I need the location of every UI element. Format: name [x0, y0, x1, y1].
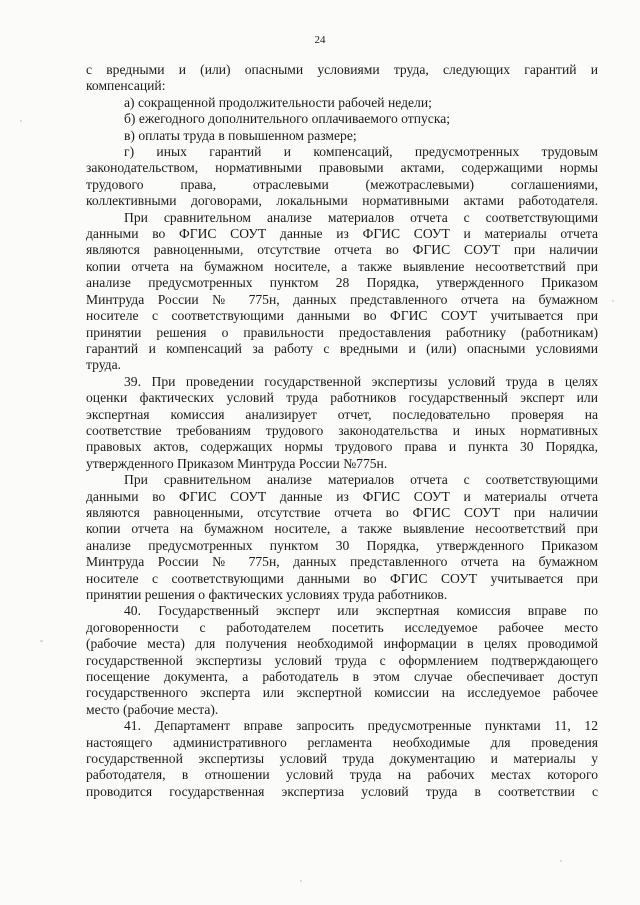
text-line: Минтруда России № 775н, данных представленного отчета на бумажном	[86, 554, 598, 570]
text-line: государственной экспертизы условий труда с оформлением подтверждающего	[86, 652, 598, 668]
text-line: гарантий и компенсаций за работу с вредными и (или) опасными условиями	[86, 340, 598, 356]
text-line: являются равноценными, отсутствие отчета во ФГИС СОУТ при наличии	[86, 504, 598, 520]
text-line: настоящего административного регламента необходимые для проведения	[86, 734, 598, 750]
text-line: государственного эксперта или экспертной комиссии на исследуемое рабочее	[86, 685, 598, 701]
scan-speck	[560, 860, 562, 862]
text-line: труда.	[86, 357, 122, 373]
text-line: принятии решения о фактических условиях труда работников.	[86, 587, 448, 602]
text-line: с вредными и (или) опасными условиями труда, следующих гарантий и	[86, 62, 598, 77]
paragraph-start: При сравнительном анализе материалов отчета с соответствующими	[124, 209, 598, 225]
text-line: трудового права, отраслевыми (межотраслевыми) соглашениями,	[86, 176, 598, 192]
page-number: 24	[314, 34, 326, 46]
text-line: экспертная комиссия анализирует отчет, последовательно проверяя на	[86, 406, 598, 422]
text-line: место (рабочие места).	[86, 701, 219, 717]
text-line: проводится государственная экспертиза условий труда в соответствии с	[86, 783, 598, 799]
text-line: данными во ФГИС СОУТ данные из ФГИС СОУТ и материалы отчета	[86, 488, 598, 504]
text-line: посещение документа, а работодатель в этом случае обеспечивает доступ	[86, 669, 598, 685]
text-line: коллективными договорами, локальными нормативными актами работодателя.	[86, 193, 598, 209]
list-item: а) сокращенной продолжительности рабочей недели;	[124, 94, 432, 110]
paragraph-start: При сравнительном анализе материалов отчета с соответствующими	[124, 472, 598, 488]
paragraph-start: 40. Государственный эксперт или экспертная комиссия вправе по	[124, 603, 598, 619]
document-body	[86, 62, 598, 800]
text-line: законодательством, нормативными правовыми актами, содержащими нормы	[86, 160, 598, 176]
text-line: государственной экспертизы условий труда документацию и материалы у	[86, 751, 598, 767]
text-line: анализе предусмотренных пунктом 28 Порядка, утвержденного Приказом	[86, 275, 598, 291]
text-line: утвержденного Приказом Минтруда России №775н.	[86, 455, 388, 471]
text-line: принятии решения о правильности предоставления работнику (работникам)	[86, 324, 598, 340]
text-line: правовых актов, содержащих нормы трудового права и пункта 30 Порядка,	[86, 439, 598, 455]
text-line: данными во ФГИС СОУТ данные из ФГИС СОУТ и материалы отчета	[86, 226, 598, 242]
paragraph-start: 39. При проведении государственной экспертизы условий труда в целях	[124, 373, 598, 389]
text-line: соответствие требованиям трудового законодательства и иных нормативных	[86, 422, 598, 438]
text-line: носителе с соответствующими данными во ФГИС СОУТ учитывается при	[86, 570, 598, 586]
text-line: оценки фактических условий труда работников государственный эксперт или	[86, 390, 598, 406]
text-line: договоренности с работодателем посетить исследуемое рабочее место	[86, 619, 598, 635]
text-line: (рабочие места) для получения необходимой информации в целях проводимой	[86, 636, 598, 652]
scan-speck	[300, 880, 302, 882]
text-line: компенсаций:	[86, 78, 166, 94]
list-item: в) оплаты труда в повышенном размере;	[124, 127, 357, 143]
text-line: являются равноценными, отсутствие отчета во ФГИС СОУТ при наличии	[86, 242, 598, 258]
text-line: копии отчета на бумажном носителе, а также выявление несоответствий при	[86, 258, 598, 274]
text-line: носителе с соответствующими данными во ФГИС СОУТ учитывается при	[86, 308, 598, 324]
scan-speck	[20, 120, 22, 122]
paragraph-start: 41. Департамент вправе запросить предусмотренные пунктами 11, 12	[124, 718, 598, 734]
scan-speck	[612, 300, 614, 302]
text-line: копии отчета на бумажном носителе, а также выявление несоответствий при	[86, 521, 598, 537]
list-item: г) иных гарантий и компенсаций, предусмотренных трудовым	[124, 144, 598, 160]
text-line: анализе предусмотренных пунктом 30 Порядка, утвержденного Приказом	[86, 537, 598, 553]
scan-speck	[40, 640, 43, 642]
text-line: работодателя, в отношении условий труда на рабочих местах которого	[86, 767, 598, 783]
text-line: Минтруда России № 775н, данных представленного отчета на бумажном	[86, 291, 598, 307]
list-item: б) ежегодного дополнительного оплачиваемого отпуска;	[124, 111, 451, 127]
